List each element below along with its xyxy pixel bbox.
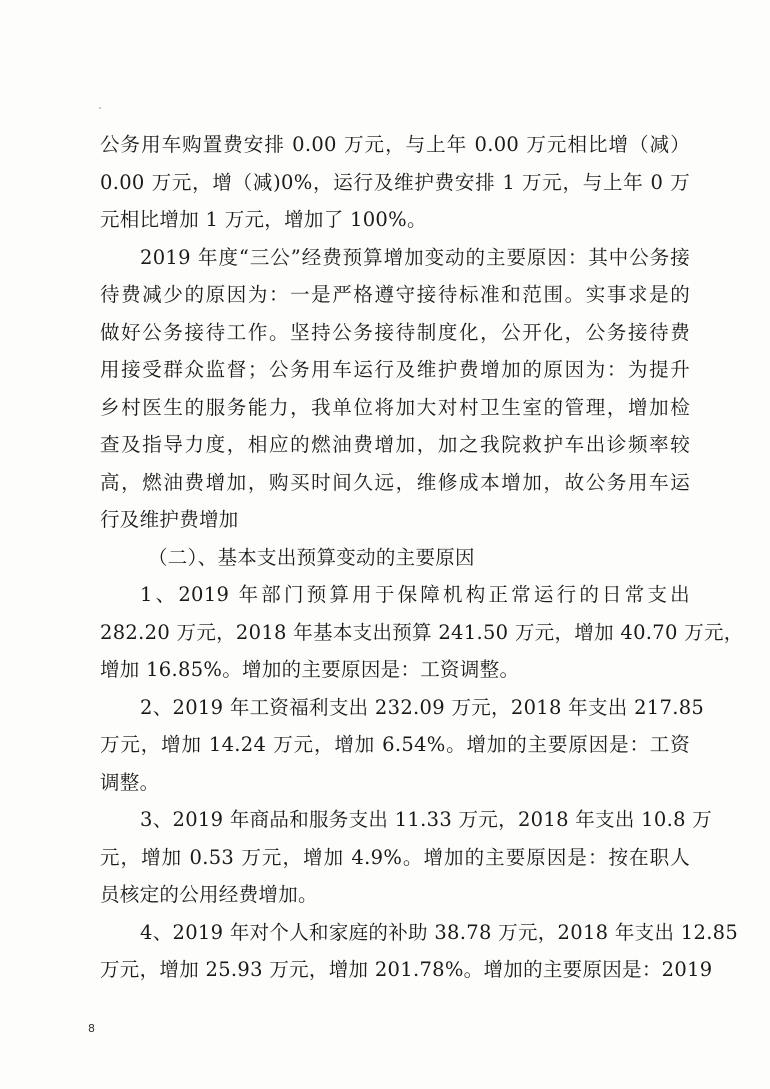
text-line: 4、2019 年对个人和家庭的补助 38.78 万元，2018 年支出 12.85 (140, 920, 739, 944)
text-line: 乡村医生的服务能力，我单位将加大对村卫生室的管理，增加检 (100, 395, 690, 419)
text-line: 元相比增加 1 万元，增加了 100%。 (100, 208, 427, 231)
body-text (100, 126, 744, 989)
text-line: 用接受群众监督；公务用车运行及维护费增加的原因为：为提升 (100, 358, 690, 381)
text-line: 待费减少的原因为：一是严格遵守接待标准和范围。实事求是的 (100, 283, 690, 306)
text-line: 查及指导力度，相应的燃油费增加，加之我院救护车出诊频率较 (100, 433, 690, 456)
scan-artifact (99, 107, 101, 109)
text-line: 元，增加 0.53 万元，增加 4.9%。增加的主要原因是：按在职人 (100, 845, 690, 869)
text-line: 2019 年度“三公”经费预算增加变动的主要原因：其中公务接 (140, 245, 690, 269)
text-line: 万元，增加 14.24 万元，增加 6.54%。增加的主要原因是：工资 (100, 733, 690, 756)
text-line: 增加 16.85%。增加的主要原因是：工资调整。 (100, 658, 520, 681)
text-line: 1、2019 年部门预算用于保障机构正常运行的日常支出 (140, 583, 690, 606)
text-line: 282.20 万元，2018 年基本支出预算 241.50 万元，增加 40.70 万元， (100, 620, 744, 644)
text-line: 行及维护费增加 (100, 508, 239, 531)
text-line: 公务用车购置费安排 0.00 万元，与上年 0.00 万元相比增（减） (100, 133, 690, 156)
text-line: 0.00 万元，增（减)0%，运行及维护费安排 1 万元，与上年 0 万 (100, 170, 690, 194)
text-line: 3、2019 年商品和服务支出 11.33 万元，2018 年支出 10.8 万 (140, 808, 713, 831)
page-number: 8 (88, 1022, 95, 1035)
text-line: 万元，增加 25.93 万元，增加 201.78%。增加的主要原因是：2019 (100, 958, 713, 981)
text-line: 做好公务接待工作。坚持公务接待制度化，公开化，公务接待费 (100, 320, 690, 344)
section-heading: （二）、基本支出预算变动的主要原因 (148, 545, 475, 569)
text-line: 2、2019 年工资福利支出 232.09 万元，2018 年支出 217.85 (140, 695, 705, 719)
text-line: 高，燃油费增加，购买时间久远，维修成本增加，故公务用车运 (100, 470, 690, 494)
text-line: 员核定的公用经费增加。 (100, 883, 318, 906)
text-line: 调整。 (100, 770, 160, 794)
